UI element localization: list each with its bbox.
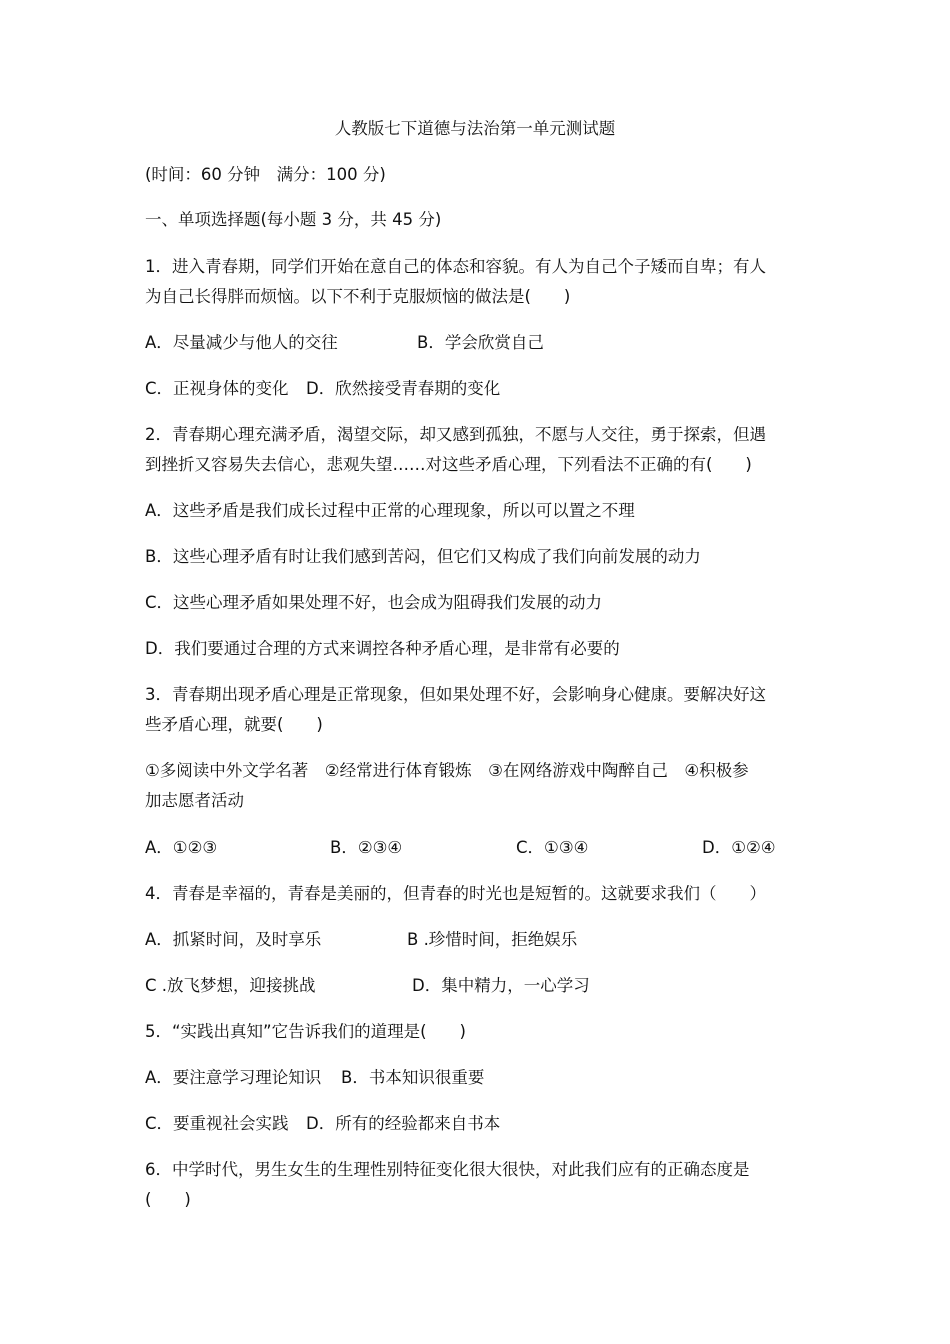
- question-6-stem-line-1: 6．中学时代，男生女生的生理性别特征变化很大很快，对此我们应有的正确态度是: [145, 1160, 750, 1179]
- question-5-option-d: D．所有的经验都来自书本: [306, 1114, 501, 1133]
- question-2-stem-line-2: 到挫折又容易失去信心，悲观失望……对这些矛盾心理，下列看法不正确的有( ): [145, 455, 752, 474]
- question-3-option-b: B．②③④: [330, 838, 403, 857]
- question-1-stem-line-2: 为自己长得胖而烦恼。以下不利于克服烦恼的做法是( ): [145, 287, 571, 306]
- question-3-stem-line-1: 3．青春期出现矛盾心理是正常现象，但如果处理不好，会影响身心健康。要解决好这: [145, 685, 766, 704]
- question-2-option-d: D．我们要通过合理的方式来调控各种矛盾心理，是非常有必要的: [145, 639, 620, 658]
- question-1-option-a: A．尽量减少与他人的交往: [145, 333, 338, 352]
- question-3-option-c: C．①③④: [516, 838, 589, 857]
- question-5-option-c: C．要重视社会实践: [145, 1114, 289, 1133]
- question-5-option-b: B．书本知识很重要: [341, 1068, 485, 1087]
- question-3-option-d: D．①②④: [702, 838, 776, 857]
- question-1-option-c: C．正视身体的变化: [145, 379, 289, 398]
- question-3-option-a: A．①②③: [145, 838, 218, 857]
- section-heading: 一、单项选择题(每小题 3 分，共 45 分): [145, 210, 442, 229]
- question-4-option-d: D．集中精力，一心学习: [412, 976, 590, 995]
- question-3-stem-line-2: 些矛盾心理，就要( ): [145, 715, 323, 734]
- question-3-items-line-2: 加志愿者活动: [145, 791, 244, 810]
- question-1-option-b: B．学会欣赏自己: [417, 333, 544, 352]
- question-4-stem: 4．青春是幸福的，青春是美丽的，但青春的时光也是短暂的。这就要求我们（ ）: [145, 884, 766, 903]
- document-title: 人教版七下道德与法治第一单元测试题: [334, 119, 616, 138]
- question-3-items-line-1: ①多阅读中外文学名著 ②经常进行体育锻炼 ③在网络游戏中陶醉自己 ④积极参: [145, 761, 749, 780]
- question-2-option-c: C．这些心理矛盾如果处理不好，也会成为阻碍我们发展的动力: [145, 593, 603, 612]
- question-2-option-b: B．这些心理矛盾有时让我们感到苦闷，但它们又构成了我们向前发展的动力: [145, 547, 701, 566]
- question-5-option-a: A．要注意学习理论知识: [145, 1068, 322, 1087]
- question-5-stem: 5．“实践出真知”它告诉我们的道理是( ): [145, 1022, 466, 1041]
- question-2-stem-line-1: 2．青春期心理充满矛盾，渴望交际，却又感到孤独，不愿与人交往，勇于探索，但遇: [145, 425, 766, 444]
- exam-meta: (时间：60 分钟 满分：100 分): [145, 165, 386, 184]
- question-4-option-b: B .珍惜时间，拒绝娱乐: [407, 930, 578, 949]
- question-2-option-a: A．这些矛盾是我们成长过程中正常的心理现象，所以可以置之不理: [145, 501, 635, 520]
- question-1-option-d: D．欣然接受青春期的变化: [306, 379, 501, 398]
- question-6-stem-line-2: ( ): [145, 1190, 191, 1209]
- question-4-option-a: A．抓紧时间，及时享乐: [145, 930, 322, 949]
- question-1-stem-line-1: 1．进入青春期，同学们开始在意自己的体态和容貌。有人为自己个子矮而自卑；有人: [145, 257, 766, 276]
- question-4-option-c: C .放飞梦想，迎接挑战: [145, 976, 316, 995]
